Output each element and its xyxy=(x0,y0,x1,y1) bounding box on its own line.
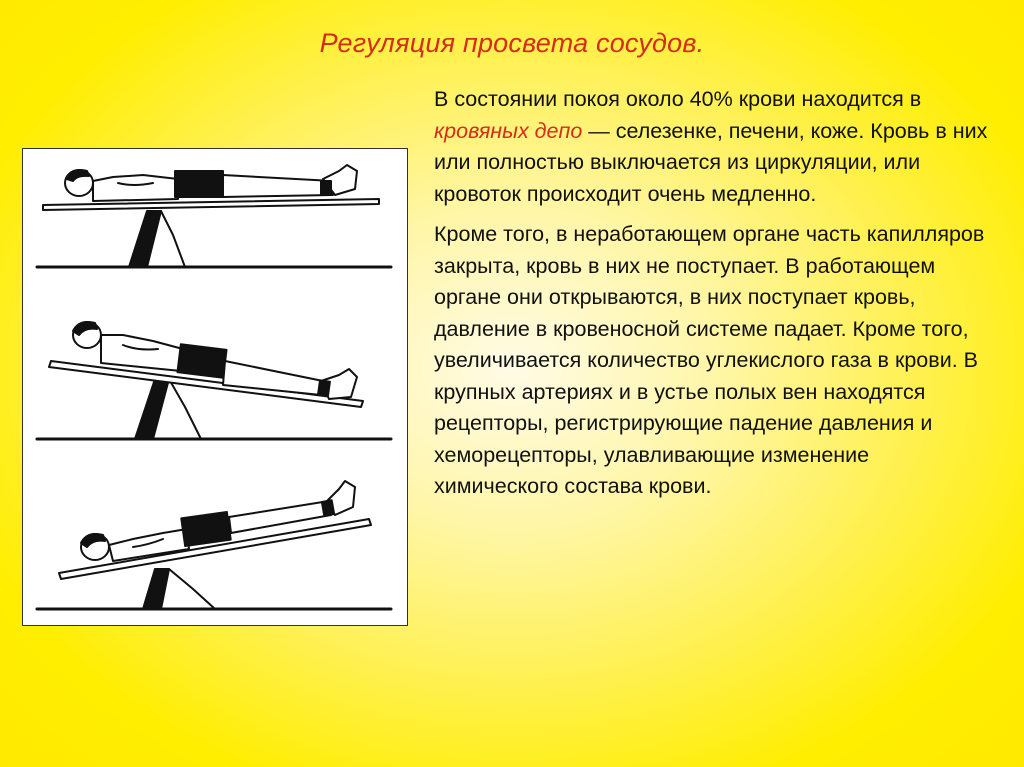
paragraph-capillaries: Кроме того, в неработающем органе часть капилляров закрыта, кровь в них не поступает. В работающем органе они открываются, в них поступает кровь, давление в кровеносной системе падает. Кроме того, увеличивается количество углекислого газа в крови. В крупных артериях и в устье полых вен находятся рецепторы, регистрирующие падение давления и хеморецепторы, улавливающие изменение химического состава крови. xyxy=(434,222,985,498)
tilt-table-horizontal xyxy=(37,165,391,267)
tilt-table-illustration xyxy=(22,148,408,626)
body-text xyxy=(434,84,994,503)
paragraph-1-text-start: В состоянии покоя около 40% крови находится в xyxy=(434,87,922,111)
paragraph-blood-depots xyxy=(434,84,994,210)
highlight-blood-depots: кровяных депо xyxy=(434,118,583,143)
tilt-table-head-down xyxy=(37,481,391,609)
paragraph-1-text-end: — селезенке, печени, коже. Кровь в них или полностью выключается из циркуляции, или кровоток происходит очень медленно. xyxy=(434,118,988,206)
tilt-table-head-up xyxy=(37,322,391,439)
slide-title: Регуляция просвета сосудов. xyxy=(319,28,705,58)
